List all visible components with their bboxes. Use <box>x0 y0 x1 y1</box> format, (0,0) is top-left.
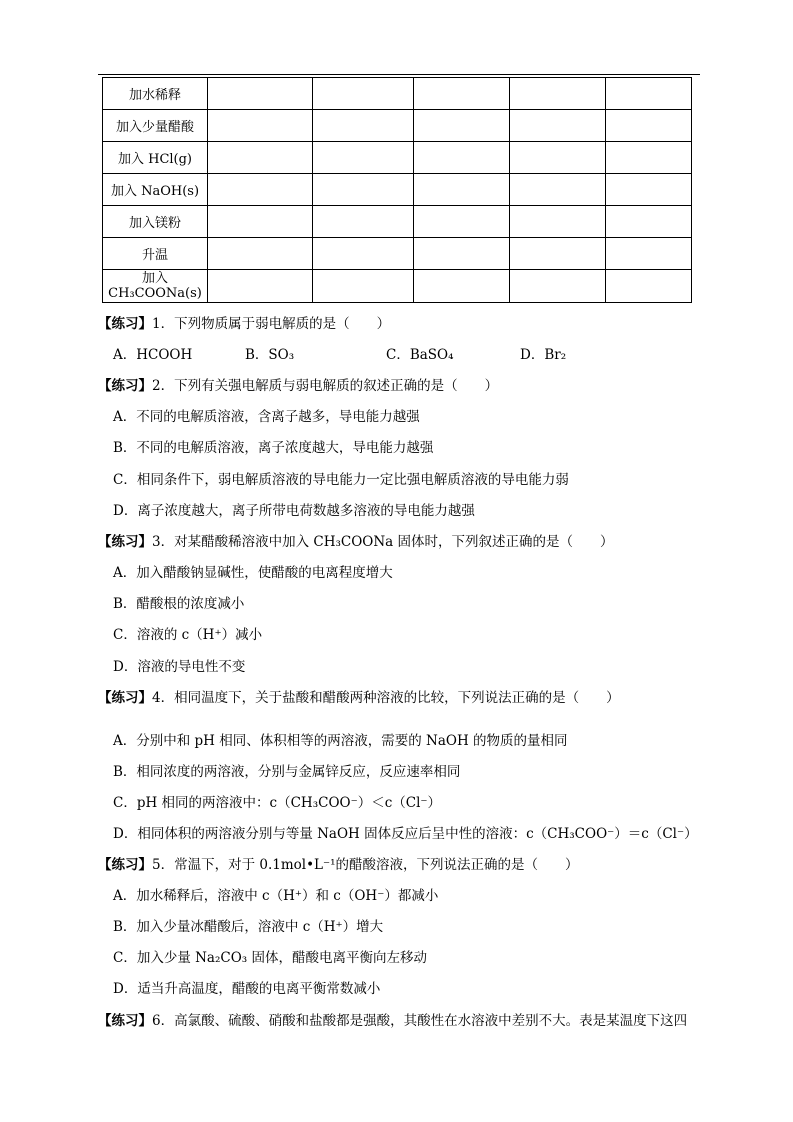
row-label: 升温 <box>103 238 208 270</box>
option-c: C．相同条件下，弱电解质溶液的导电能力一定比强电解质溶液的导电能力弱 <box>113 472 569 488</box>
question-tag: 【练习】 <box>98 378 152 394</box>
table-cell <box>208 206 313 238</box>
option-b: B．不同的电解质溶液，离子浓度越大，导电能力越强 <box>113 440 434 456</box>
option-d: D．离子浓度越大，离子所带电荷数越多溶液的导电能力越强 <box>113 503 475 519</box>
table-cell <box>313 238 414 270</box>
question-tag: 【练习】 <box>98 316 152 332</box>
option-d: D．相同体积的两溶液分别与等量 NaOH 固体反应后呈中性的溶液：c（CH₃COO⁻）＝c（Cl⁻） <box>113 826 698 842</box>
option-c: C．溶液的 c（H⁺）减小 <box>113 627 263 643</box>
table-row <box>103 174 692 206</box>
question-stem: 2．下列有关强电解质与弱电解质的叙述正确的是（ ） <box>152 378 499 394</box>
table-cell <box>414 206 510 238</box>
table-row <box>103 110 692 142</box>
table-cell <box>414 110 510 142</box>
question-tag: 【练习】 <box>98 690 152 706</box>
table-cell <box>510 270 606 303</box>
table-cell <box>313 142 414 174</box>
question-stem: 3．对某醋酸稀溶液中加入 CH₃COONa 固体时，下列叙述正确的是（ ） <box>152 534 614 550</box>
option-c: C．BaSO₄ <box>386 347 454 363</box>
table-cell <box>313 270 414 303</box>
table-cell <box>313 110 414 142</box>
option-a: A．HCOOH <box>113 347 193 363</box>
question-4 <box>98 689 620 707</box>
table-cell <box>208 142 313 174</box>
question-stem: 1．下列物质属于弱电解质的是（ ） <box>152 316 391 332</box>
row-label: 加入镁粉 <box>103 206 208 238</box>
table-cell <box>606 174 692 206</box>
table-cell <box>208 238 313 270</box>
option-a: A．分别中和 pH 相同、体积相等的两溶液，需要的 NaOH 的物质的量相同 <box>113 733 568 749</box>
question-stem: 5．常温下，对于 0.1mol•L⁻¹的醋酸溶液，下列说法正确的是（ ） <box>152 857 579 873</box>
table-cell <box>313 174 414 206</box>
question-stem: 6．高氯酸、硫酸、硝酸和盐酸都是强酸，其酸性在水溶液中差别不大。表是某温度下这四 <box>152 1013 688 1029</box>
row-label: 加水稀释 <box>103 78 208 110</box>
table-cell <box>208 110 313 142</box>
question-stem: 4．相同温度下，关于盐酸和醋酸两种溶液的比较，下列说法正确的是（ ） <box>152 690 620 706</box>
table-cell <box>510 238 606 270</box>
question-6 <box>98 1012 687 1030</box>
table-cell <box>510 174 606 206</box>
row-label-line: CH₃COONa(s) <box>108 286 202 301</box>
option-b: B．相同浓度的两溶液，分别与金属锌反应，反应速率相同 <box>113 764 461 780</box>
question-5 <box>98 856 579 874</box>
option-a: A．不同的电解质溶液，含离子越多，导电能力越强 <box>113 409 420 425</box>
table-cell <box>510 110 606 142</box>
option-c: C．加入少量 Na₂CO₃ 固体，醋酸电离平衡向左移动 <box>113 950 427 966</box>
table-row <box>103 238 692 270</box>
table-cell <box>510 78 606 110</box>
question-2 <box>98 377 498 395</box>
question-3 <box>98 533 614 551</box>
table-cell <box>414 270 510 303</box>
row-label: 加入 NaOH(s) <box>103 174 208 206</box>
option-c: C．pH 相同的两溶液中：c（CH₃COO⁻）＜c（Cl⁻） <box>113 795 442 811</box>
table-row <box>103 270 692 303</box>
table-cell <box>313 78 414 110</box>
header-rule <box>98 74 700 75</box>
table-cell <box>208 270 313 303</box>
table-cell <box>208 174 313 206</box>
table-cell <box>414 78 510 110</box>
table-row <box>103 206 692 238</box>
table-cell <box>606 206 692 238</box>
row-label <box>103 270 208 303</box>
row-label: 加入 HCl(g) <box>103 142 208 174</box>
table-row <box>103 78 692 110</box>
table-cell <box>414 238 510 270</box>
option-d: D．Br₂ <box>520 347 567 363</box>
option-d: D．适当升高温度，醋酸的电离平衡常数减小 <box>113 981 381 997</box>
option-b: B．醋酸根的浓度减小 <box>113 596 245 612</box>
row-label: 加入少量醋酸 <box>103 110 208 142</box>
option-b: B．SO₃ <box>245 347 295 363</box>
question-tag: 【练习】 <box>98 1013 152 1029</box>
table-cell <box>606 270 692 303</box>
table-cell <box>208 78 313 110</box>
table-cell <box>606 238 692 270</box>
table-cell <box>414 174 510 206</box>
question-1 <box>98 315 390 333</box>
option-d: D．溶液的导电性不变 <box>113 659 246 675</box>
option-b: B．加入少量冰醋酸后，溶液中 c（H⁺）增大 <box>113 919 384 935</box>
table-cell <box>510 206 606 238</box>
option-a: A．加入醋酸钠显碱性，使醋酸的电离程度增大 <box>113 565 393 581</box>
option-a: A．加水稀释后，溶液中 c（H⁺）和 c（OH⁻）都减小 <box>113 888 439 904</box>
condition-table <box>102 77 692 303</box>
table-cell <box>313 206 414 238</box>
question-tag: 【练习】 <box>98 534 152 550</box>
table-cell <box>606 142 692 174</box>
question-tag: 【练习】 <box>98 857 152 873</box>
table-cell <box>414 142 510 174</box>
table-cell <box>606 78 692 110</box>
table-row <box>103 142 692 174</box>
table-cell <box>510 142 606 174</box>
row-label-line: 加入 <box>141 271 168 286</box>
table-cell <box>606 110 692 142</box>
